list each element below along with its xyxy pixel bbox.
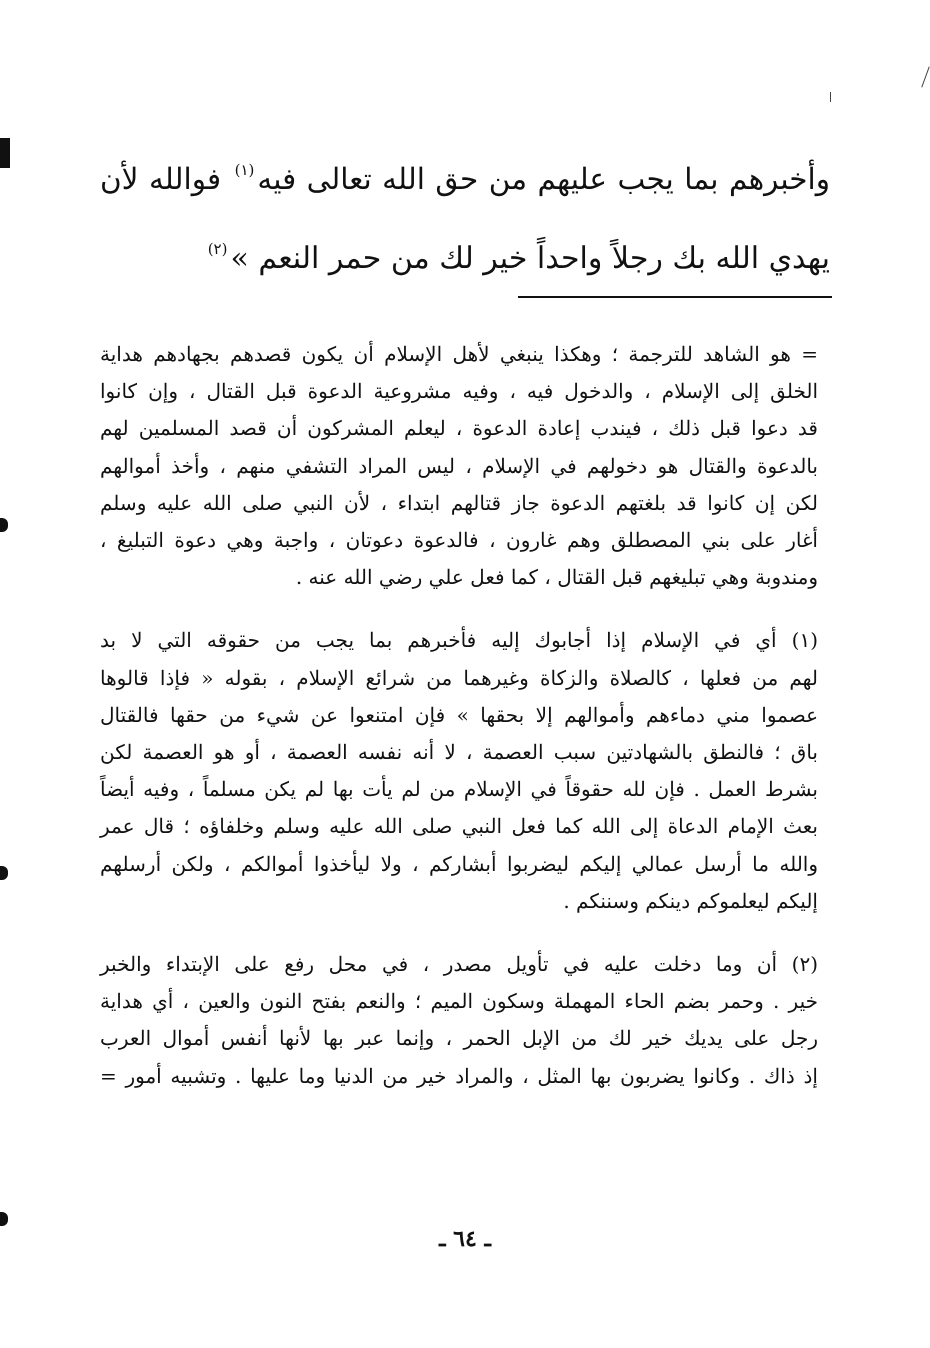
- footnote-line: بعث الإمام الدعاة إلى الله كما فعل النبي صلى الله عليه وسلم وخلفاؤه ؛ قال عمر: [100, 814, 818, 839]
- footnote-line: الخلق إلى الإسلام ، والدخول فيه ، وفيه مشروعية الدعوة قبل القتال ، وإن كانوا: [100, 379, 818, 404]
- footnote-line: لهم من فعلها ، كالصلاة والزكاة وغيرهما من شرائع الإسلام ، بقوله « فإذا قالوها: [100, 665, 818, 690]
- footnote-line: بشرط العمل . فإن لله حقوقاً في الإسلام من لم يأت بها لم يكن مسلماً ، وفيه أيضاً: [100, 777, 818, 802]
- footnote-line: لكن إن كانوا قد بلغتهم الدعوة جاز قتالهم ابتداء ، لأن النبي صلى الله عليه وسلم: [100, 490, 818, 515]
- footnote-line: عصموا مني دماءهم وأموالهم إلا بحقها » فإن امتنعوا عن شيء من حقها فالقتال: [100, 702, 818, 727]
- footnote-divider: [518, 296, 832, 298]
- footnote-line: رجل على يديك خير لك من الإبل الحمر ، وإنما عبر بها لأنها أنفس أموال العرب: [100, 1026, 818, 1051]
- footnote-1: [100, 622, 818, 920]
- footnote-line: أغار على بني المصطلق وهم غارون ، فالدعوة دعوتان ، واجبة وهي دعوة التبليغ ،: [100, 528, 818, 553]
- main-text: [100, 135, 830, 294]
- scan-mark-lower: [0, 866, 8, 880]
- main-text-line-1: [100, 135, 830, 214]
- footnote-line: قد دعوا قبل ذلك ، فيندب إعادة الدعوة ، ليعلم المشركون أن قصد المسلمين لهم: [100, 416, 818, 441]
- footnote-line: بالدعوة والقتال هو دخولهم في الإسلام ، ليس المراد التشفي منهم ، وأخذ أموالهم: [100, 453, 818, 478]
- footnote-line: خير . وحمر بضم الحاء المهملة وسكون الميم ؛ والنعم بفتح النون والعين ، أي هداية: [100, 989, 818, 1014]
- footnote-line: (١) أي في الإسلام إذا أجابوك إليه فأخبرهم بما يجب من حقوقه التي لا بد: [100, 628, 818, 653]
- scan-mark-middle: [0, 518, 8, 532]
- main-text-line-2-body: يهدي الله بك رجلاً واحداً خير لك من حمر النعم »: [230, 241, 830, 276]
- footnote-line: باق ؛ فالنطق بالشهادتين سبب العصمة ، لا أنه نفسه العصمة ، أو هو العصمة لكن: [100, 740, 818, 765]
- footnote-line: إليكم ليعلموكم دينكم وسننكم .: [563, 888, 818, 913]
- footnote-2: [100, 946, 818, 1095]
- scan-mark-bottom: [0, 1212, 8, 1226]
- footnote-line: إذ ذاك . وكانوا يضربون بها المثل ، والمراد خير من الدنيا وما عليها . وتشبيه أمور =: [100, 1063, 818, 1088]
- scan-mark-top: [0, 138, 10, 168]
- stray-mark: [921, 66, 929, 87]
- main-text-line-1-body: وأخبرهم بما يجب عليهم من حق الله تعالى فيه: [257, 162, 830, 196]
- main-text-line-2: [100, 214, 830, 294]
- footnotes: [100, 336, 818, 1095]
- page-number: ـ ٦٤ ـ: [439, 1226, 491, 1252]
- footnote-continuation: [100, 336, 818, 596]
- footnote-ref-2: (٢): [207, 240, 228, 258]
- footnote-line: = هو الشاهد للترجمة ؛ وهكذا ينبغي لأهل الإسلام أن يكون قصدهم بجهادهم هداية: [100, 342, 818, 366]
- footnote-line: ومندوبة وهي تبليغهم قبل القتال ، كما فعل علي رضي الله عنه .: [295, 565, 818, 590]
- footnote-ref-1: (١): [234, 161, 255, 179]
- footnote-line: (٢) أن وما دخلت عليه في تأويل مصدر ، في محل رفع على الإبتداء والخبر: [100, 952, 818, 977]
- main-text-line-1-tail: فوالله لأن: [100, 162, 222, 196]
- stray-mark: [830, 92, 831, 102]
- footnote-line: والله ما أرسل عمالي إليكم ليضربوا أبشاركم ، ولا ليأخذوا أموالكم ، ولكن أرسلهم: [100, 851, 818, 876]
